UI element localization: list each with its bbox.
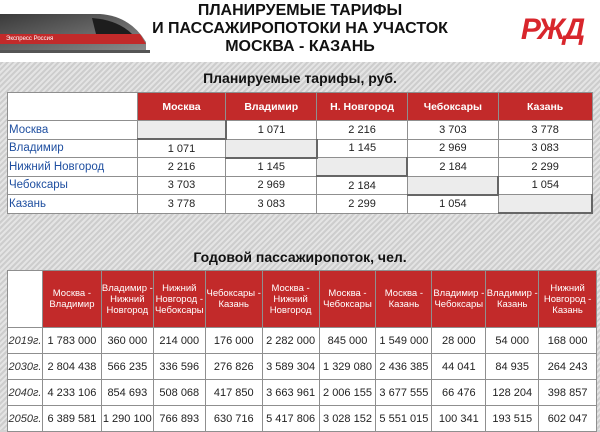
table-cell: 2 282 000 bbox=[262, 328, 319, 354]
table-cell: 1 783 000 bbox=[42, 328, 101, 354]
table-cell: 2 216 bbox=[317, 121, 408, 140]
table-cell: 630 716 bbox=[205, 406, 262, 432]
passengers-title: Годовой пассажиропоток, чел. bbox=[193, 249, 407, 265]
rzd-logo-icon bbox=[512, 8, 592, 48]
table-cell: 5 551 015 bbox=[376, 406, 432, 432]
table-cell: 336 596 bbox=[153, 354, 205, 380]
row-header: Москва bbox=[8, 121, 138, 140]
column-header: Москва - Казань bbox=[376, 271, 432, 328]
table-cell: 54 000 bbox=[486, 328, 539, 354]
tariffs-title: Планируемые тарифы, руб. bbox=[203, 70, 397, 86]
table-cell: 84 935 bbox=[486, 354, 539, 380]
table-cell: 2 436 385 bbox=[376, 354, 432, 380]
column-header: Владимир - Нижний Новгород bbox=[101, 271, 153, 328]
table-row bbox=[8, 380, 597, 406]
table-cell: 1 071 bbox=[226, 121, 317, 140]
table-cell: 1 549 000 bbox=[376, 328, 432, 354]
column-header: Владимир bbox=[226, 93, 317, 121]
table-cell: 602 047 bbox=[539, 406, 597, 432]
table-cell: 3 703 bbox=[407, 121, 498, 140]
year-cell: 2030г. bbox=[8, 354, 43, 380]
table-cell: 845 000 bbox=[319, 328, 376, 354]
table-cell: 3 703 bbox=[137, 176, 226, 195]
table-cell: 766 893 bbox=[153, 406, 205, 432]
table-cell: 1 145 bbox=[226, 158, 317, 177]
row-header: Нижний Новгород bbox=[8, 158, 138, 177]
tariffs-header-row bbox=[8, 93, 593, 121]
table-cell: 3 778 bbox=[498, 121, 592, 140]
table-cell: 264 243 bbox=[539, 354, 597, 380]
year-cell: 2019г. bbox=[8, 328, 43, 354]
year-cell: 2040г. bbox=[8, 380, 43, 406]
column-header: Москва bbox=[137, 93, 226, 121]
column-header: Москва - Владимир bbox=[42, 271, 101, 328]
table-cell: 3 589 304 bbox=[262, 354, 319, 380]
table-row bbox=[8, 158, 593, 177]
table-cell: 4 233 106 bbox=[42, 380, 101, 406]
table-row bbox=[8, 328, 597, 354]
table-cell: 2 184 bbox=[407, 158, 498, 177]
table-cell: 2 299 bbox=[317, 195, 408, 214]
table-cell: 1 290 100 bbox=[101, 406, 153, 432]
corner-cell bbox=[8, 93, 138, 121]
tariffs-table bbox=[7, 92, 593, 214]
header bbox=[0, 0, 600, 62]
row-header: Владимир bbox=[8, 139, 138, 158]
table-cell: 417 850 bbox=[205, 380, 262, 406]
table-cell: 566 235 bbox=[101, 354, 153, 380]
table-cell: 5 417 806 bbox=[262, 406, 319, 432]
table-cell: 6 389 581 bbox=[42, 406, 101, 432]
table-cell: 3 663 961 bbox=[262, 380, 319, 406]
column-header: Москва - Чебоксары bbox=[319, 271, 376, 328]
column-header: Н. Новгород bbox=[317, 93, 408, 121]
diagonal-cell bbox=[226, 139, 317, 158]
table-cell: 100 341 bbox=[432, 406, 486, 432]
table-cell: 3 083 bbox=[226, 195, 317, 214]
table-cell: 2 969 bbox=[407, 139, 498, 158]
column-header: Чебоксары bbox=[407, 93, 498, 121]
table-cell: 44 041 bbox=[432, 354, 486, 380]
table-cell: 1 329 080 bbox=[319, 354, 376, 380]
table-cell: 2 969 bbox=[226, 176, 317, 195]
table-row bbox=[8, 195, 593, 214]
table-row bbox=[8, 176, 593, 195]
title-line-1: ПЛАНИРУЕМЫЕ ТАРИФЫ bbox=[197, 2, 403, 19]
table-cell: 1 145 bbox=[317, 139, 408, 158]
table-cell: 28 000 bbox=[432, 328, 486, 354]
column-header: Москва - Нижний Новгород bbox=[262, 271, 319, 328]
table-cell: 398 857 bbox=[539, 380, 597, 406]
passengers-header-row bbox=[8, 271, 597, 328]
table-cell: 1 054 bbox=[498, 176, 592, 195]
table-row bbox=[8, 406, 597, 432]
row-header: Казань bbox=[8, 195, 138, 214]
table-row bbox=[8, 354, 597, 380]
table-cell: 2 299 bbox=[498, 158, 592, 177]
table-cell: 168 000 bbox=[539, 328, 597, 354]
table-row bbox=[8, 121, 593, 140]
column-header: Владимир - Чебоксары bbox=[432, 271, 486, 328]
table-row bbox=[8, 139, 593, 158]
table-cell: 1 054 bbox=[407, 195, 498, 214]
column-header: Владимир - Казань bbox=[486, 271, 539, 328]
row-header: Чебоксары bbox=[8, 176, 138, 195]
diagonal-cell bbox=[137, 121, 226, 140]
title-line-3: МОСКВА - КАЗАНЬ bbox=[225, 38, 375, 55]
table-cell: 66 476 bbox=[432, 380, 486, 406]
train-image bbox=[0, 0, 150, 58]
diagonal-cell bbox=[407, 176, 498, 195]
train-caption: Экспресс Россия bbox=[6, 36, 54, 42]
table-cell: 2 216 bbox=[137, 158, 226, 177]
column-header: Казань bbox=[498, 93, 592, 121]
column-header: Нижний Новгород - Казань bbox=[539, 271, 597, 328]
corner-cell bbox=[8, 271, 43, 328]
table-cell: 3 083 bbox=[498, 139, 592, 158]
logo-text: РЖД bbox=[520, 13, 584, 46]
table-cell: 3 778 bbox=[137, 195, 226, 214]
table-cell: 1 071 bbox=[137, 139, 226, 158]
year-cell: 2050г. bbox=[8, 406, 43, 432]
table-cell: 3 677 555 bbox=[376, 380, 432, 406]
table-cell: 276 826 bbox=[205, 354, 262, 380]
table-cell: 854 693 bbox=[101, 380, 153, 406]
table-cell: 214 000 bbox=[153, 328, 205, 354]
table-cell: 128 204 bbox=[486, 380, 539, 406]
column-header: Чебоксары - Казань bbox=[205, 271, 262, 328]
table-cell: 2 006 155 bbox=[319, 380, 376, 406]
table-cell: 193 515 bbox=[486, 406, 539, 432]
page-title bbox=[150, 2, 450, 56]
table-cell: 176 000 bbox=[205, 328, 262, 354]
diagonal-cell bbox=[317, 158, 408, 177]
table-cell: 3 028 152 bbox=[319, 406, 376, 432]
table-cell: 360 000 bbox=[101, 328, 153, 354]
column-header: Нижний Новгород - Чебоксары bbox=[153, 271, 205, 328]
title-line-2: И ПАССАЖИРОПОТОКИ НА УЧАСТОК bbox=[152, 20, 448, 37]
passengers-table bbox=[7, 270, 597, 432]
table-cell: 2 184 bbox=[317, 176, 408, 195]
table-cell: 508 068 bbox=[153, 380, 205, 406]
diagonal-cell bbox=[498, 195, 592, 214]
table-cell: 2 804 438 bbox=[42, 354, 101, 380]
